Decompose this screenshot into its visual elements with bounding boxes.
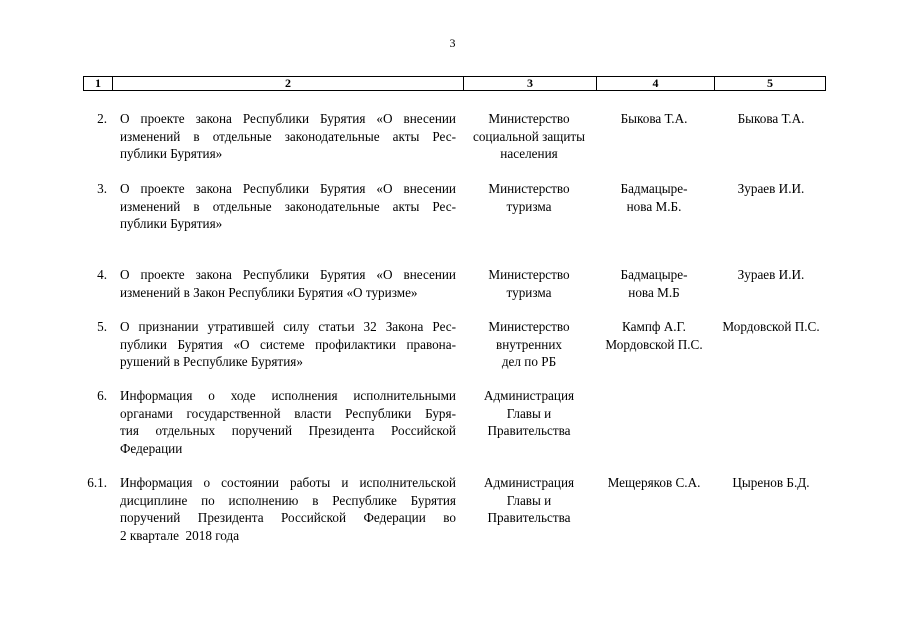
row-department [463,110,595,163]
row-number: 6.1. [87,475,107,490]
dept-line: Правительства [487,510,571,526]
dept-line: Министерство [488,267,570,282]
col5-line: Цыренов Б.Д. [732,475,810,490]
title-line: 2 квартале 2018 года [120,527,240,543]
row-col5 [713,266,829,284]
col4-line: Кампф А.Г. [622,319,686,334]
table-header [83,76,826,91]
title-line: Информация о ходе исполнения исполнительными [120,388,456,403]
dept-line: туризма [506,284,552,300]
header-col-3: 3 [463,77,596,90]
dept-line: Министерство [488,319,570,334]
row-col5 [713,474,829,492]
col5-line: Зураев И.И. [737,181,805,196]
row-col5 [713,318,829,336]
row-title [120,266,456,301]
row-number: 6. [97,388,107,403]
title-line: О проекте закона Республики Бурятия «О внесении [120,111,456,126]
row-department [463,266,595,301]
dept-line: Министерство [488,111,570,126]
row-department [463,180,595,215]
col4-line: нова М.Б [628,284,680,300]
row-col4 [595,110,713,128]
title-line: органами государственной власти Республики Буря- [120,405,456,421]
title-line: поручений Президента Российской Федерации во [120,510,456,526]
header-col-1: 1 [95,76,101,90]
dept-line: населения [500,146,558,162]
row-department [463,387,595,440]
row-col5 [713,180,829,198]
row-number: 2. [97,111,107,126]
title-line: Федерации [120,440,183,456]
header-col-2: 2 [112,77,463,90]
title-line: изменений в отдельные законодательные акты Рес- [120,198,456,214]
col4-line: Мордовской П.С. [605,336,703,352]
col5-line: Зураев И.И. [737,267,805,282]
row-col4 [595,180,713,215]
dept-line: Администрация [483,475,575,490]
row-number: 3. [97,181,107,196]
title-line: О признании утратившей силу статьи 32 Закона Рес- [120,319,456,334]
dept-line: социальной защиты [472,128,586,144]
row-number: 4. [97,267,107,282]
title-line: изменений в Закон Республики Бурятия «О туризме» [120,284,418,300]
col4-line: Быкова Т.А. [620,111,688,126]
dept-line: Министерство [488,181,570,196]
row-department [463,318,595,371]
col4-line: нова М.Б. [626,198,682,214]
col4-line: Бадмацыре- [620,267,688,282]
col4-line: Мещеряков С.А. [607,475,701,490]
row-col4 [595,266,713,301]
col4-line: Бадмацыре- [620,181,688,196]
dept-line: туризма [506,198,552,214]
row-col4 [595,474,713,492]
col5-line: Мордовской П.С. [722,319,820,334]
row-title [120,110,456,163]
row-number: 5. [97,319,107,334]
row-title [120,318,456,371]
header-col-5: 5 [714,77,825,90]
dept-line: внутренних [495,336,562,352]
row-department [463,474,595,527]
title-line: О проекте закона Республики Бурятия «О внесении [120,267,456,282]
row-title [120,387,456,457]
col5-line: Быкова Т.А. [737,111,805,126]
title-line: тия отдельных поручений Президента Российской [120,423,456,439]
row-title [120,474,456,544]
title-line: публики Бурятия» [120,216,223,232]
row-col4 [595,318,713,353]
title-line: дисциплине по исполнению в Республике Бурятия [120,492,456,508]
title-line: изменений в отдельные законодательные акты Рес- [120,128,456,144]
row-title [120,180,456,233]
dept-line: дел по РБ [501,354,557,370]
header-col-4: 4 [596,77,714,90]
title-line: рушений в Республике Бурятия» [120,354,303,370]
dept-line: Главы и [506,405,552,421]
title-line: публики Бурятия «О системе профилактики правона- [120,336,456,352]
title-line: О проекте закона Республики Бурятия «О внесении [120,181,456,196]
row-col5 [713,110,829,128]
title-line: публики Бурятия» [120,146,223,162]
title-line: Информация о состоянии работы и исполнительской [120,475,456,490]
dept-line: Правительства [487,423,571,439]
page-number: 3 [449,36,456,50]
dept-line: Администрация [483,388,575,403]
dept-line: Главы и [506,492,552,508]
